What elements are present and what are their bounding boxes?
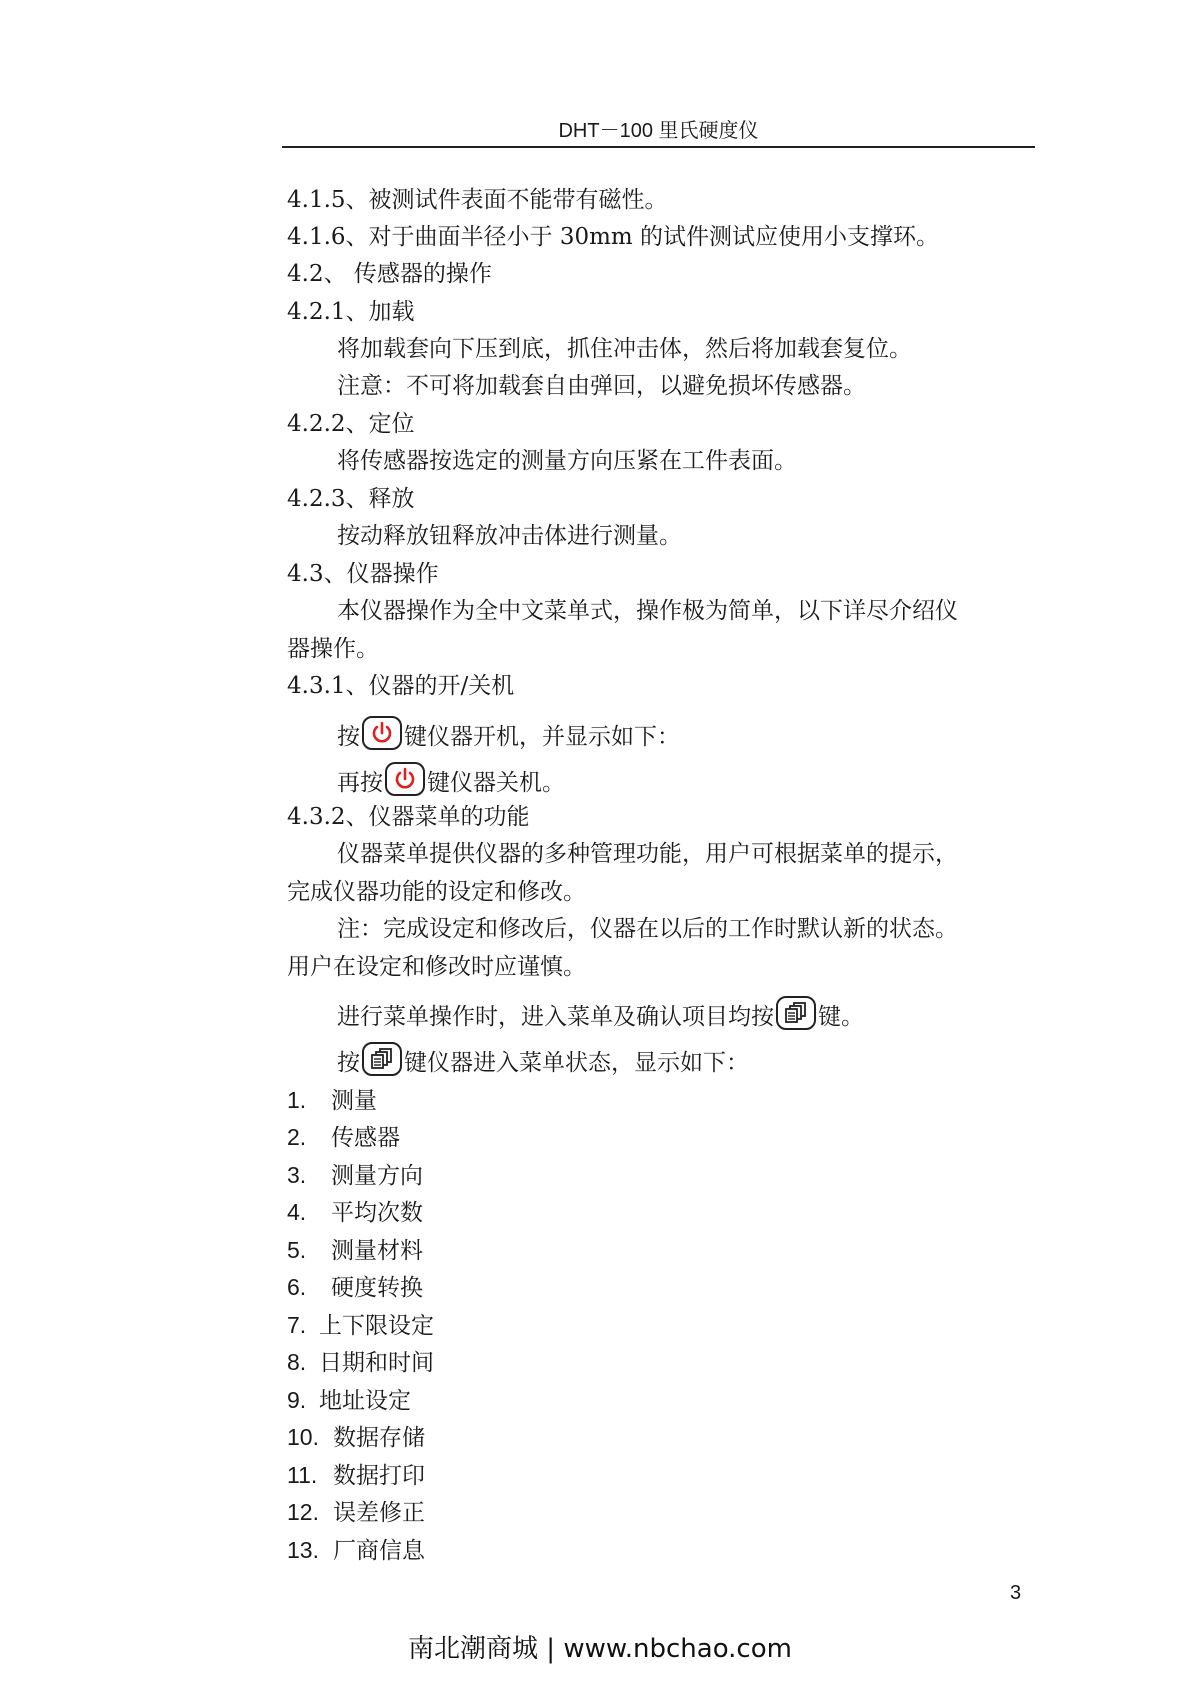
list-item-label: 地址设定 xyxy=(319,1388,411,1414)
power-on-line xyxy=(337,716,680,752)
list-item-number: 7. xyxy=(287,1312,307,1338)
list-item-label: 测量材料 xyxy=(331,1238,423,1264)
power-on-text: 键仪器开机，并显示如下： xyxy=(404,724,680,750)
power-key xyxy=(385,762,425,796)
menu-enter-line xyxy=(337,1042,749,1078)
para-menu-2: 完成仪器功能的设定和修改。 xyxy=(287,879,586,905)
list-item-number: 13. xyxy=(287,1537,319,1563)
power-on-prefix: 按 xyxy=(337,724,360,750)
list-item xyxy=(287,1422,425,1453)
list-item-label: 平均次数 xyxy=(331,1200,423,1226)
power-off-prefix: 再按 xyxy=(337,770,383,796)
para-position: 将传感器按选定的测量方向压紧在工件表面。 xyxy=(337,448,797,474)
para-note-2: 用户在设定和修改时应谨慎。 xyxy=(287,954,586,980)
menu-enter-text: 键仪器进入菜单状态，显示如下： xyxy=(404,1050,749,1076)
list-item-number: 1. xyxy=(287,1087,307,1113)
list-item-number: 11. xyxy=(287,1462,318,1488)
para-operation-2: 器操作。 xyxy=(287,636,379,662)
list-item xyxy=(287,1160,423,1191)
list-item xyxy=(287,1272,423,1303)
list-item xyxy=(287,1122,400,1153)
list-item xyxy=(287,1460,425,1491)
page-header: DHT－100 里氏硬度仪 xyxy=(558,120,759,142)
list-item-number: 12. xyxy=(287,1499,319,1525)
list-item-number: 10. xyxy=(287,1424,319,1450)
list-item-label: 测量 xyxy=(331,1088,377,1114)
para-load-note: 注意：不可将加载套自由弹回，以避免损坏传感器。 xyxy=(337,373,866,399)
list-item-number: 8. xyxy=(287,1349,307,1375)
list-item-number: 6. xyxy=(287,1274,307,1300)
list-item xyxy=(287,1347,434,1378)
para-release: 按动释放钮释放冲击体进行测量。 xyxy=(337,523,682,549)
heading-4-3: 4.3、仪器操作 xyxy=(287,561,439,587)
menu-icon xyxy=(783,1000,809,1026)
list-item xyxy=(287,1535,425,1566)
heading-4-3-1: 4.3.1、仪器的开/关机 xyxy=(287,673,515,699)
menu-key-line xyxy=(337,996,864,1032)
menu-key xyxy=(362,1042,402,1076)
list-item xyxy=(287,1235,423,1266)
header-divider xyxy=(282,146,1035,148)
para-menu-1: 仪器菜单提供仪器的多种管理功能，用户可根据菜单的提示， xyxy=(337,841,958,867)
power-off-line xyxy=(337,762,565,798)
para-4-1-5: 4.1.5、被测试件表面不能带有磁性。 xyxy=(287,187,668,213)
para-4-1-6: 4.1.6、对于曲面半径小于 30mm 的试件测试应使用小支撑环。 xyxy=(287,224,940,250)
menu-icon xyxy=(369,1046,395,1072)
power-off-text: 键仪器关机。 xyxy=(427,770,565,796)
list-item-label: 上下限设定 xyxy=(319,1313,434,1339)
list-item-number: 9. xyxy=(287,1387,307,1413)
list-item-label: 测量方向 xyxy=(331,1163,423,1189)
list-item-label: 数据打印 xyxy=(333,1463,425,1489)
list-item-number: 4. xyxy=(287,1199,307,1225)
heading-4-2-2: 4.2.2、定位 xyxy=(287,411,415,437)
list-item-number: 2. xyxy=(287,1124,307,1150)
heading-4-3-2: 4.3.2、仪器菜单的功能 xyxy=(287,804,530,830)
footer-watermark: 南北潮商城 | www.nbchao.com xyxy=(408,1634,792,1664)
power-key xyxy=(362,716,402,750)
para-operation-1: 本仪器操作为全中文菜单式，操作极为简单，以下详尽介绍仪 xyxy=(337,598,958,624)
menu-key xyxy=(776,996,816,1030)
heading-4-2: 4.2、 传感器的操作 xyxy=(287,261,492,287)
heading-4-2-1: 4.2.1、加载 xyxy=(287,299,415,325)
list-item-label: 厂商信息 xyxy=(333,1538,425,1564)
menu-key-prefix: 进行菜单操作时，进入菜单及确认项目均按 xyxy=(337,1004,774,1030)
menu-enter-prefix: 按 xyxy=(337,1050,360,1076)
list-item-label: 硬度转换 xyxy=(331,1275,423,1301)
list-item-label: 数据存储 xyxy=(333,1425,425,1451)
list-item xyxy=(287,1385,411,1416)
list-item-label: 日期和时间 xyxy=(319,1350,434,1376)
list-item xyxy=(287,1085,377,1116)
list-item-label: 误差修正 xyxy=(333,1500,425,1526)
power-icon xyxy=(369,720,395,746)
heading-4-2-3: 4.2.3、释放 xyxy=(287,486,415,512)
list-item xyxy=(287,1497,425,1528)
list-item xyxy=(287,1197,423,1228)
list-item-number: 3. xyxy=(287,1162,307,1188)
list-item-number: 5. xyxy=(287,1237,307,1263)
para-load: 将加载套向下压到底，抓住冲击体，然后将加载套复位。 xyxy=(337,336,912,362)
list-item-label: 传感器 xyxy=(331,1125,400,1151)
page-number: 3 xyxy=(1010,1582,1022,1604)
para-note-1: 注：完成设定和修改后，仪器在以后的工作时默认新的状态。 xyxy=(337,916,958,942)
list-item xyxy=(287,1310,434,1341)
power-icon xyxy=(392,766,418,792)
menu-key-suffix: 键。 xyxy=(818,1004,864,1030)
